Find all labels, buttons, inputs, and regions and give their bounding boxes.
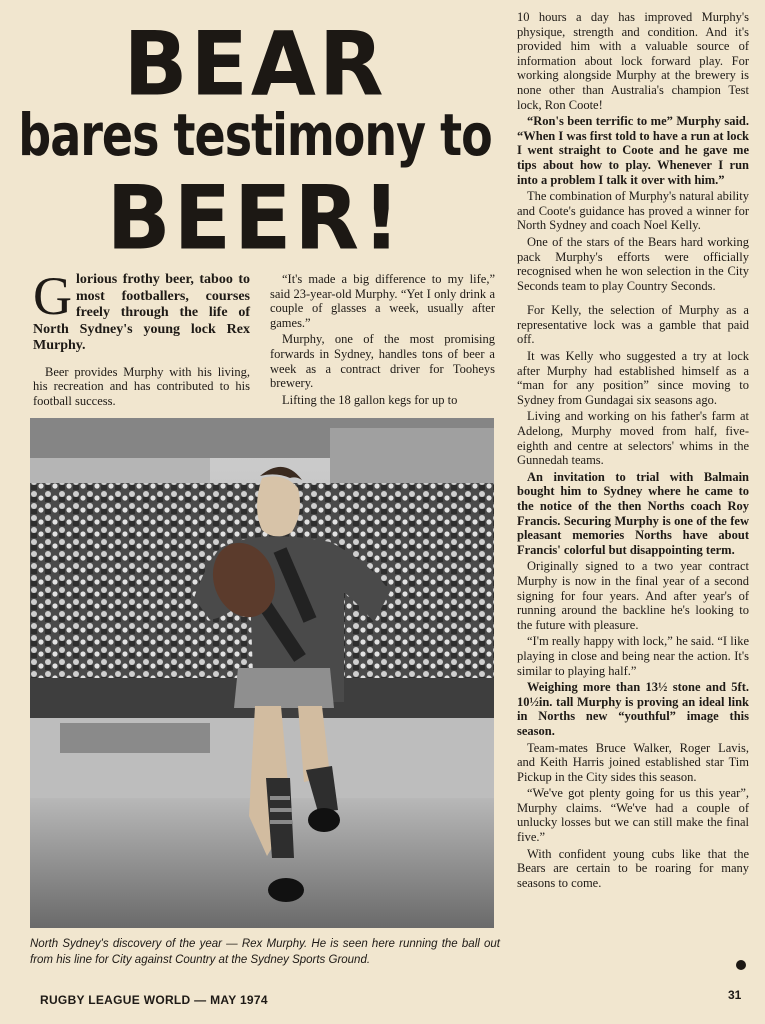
headline bbox=[0, 0, 510, 268]
body-paragraph: With confident young cubs like that the Bears are certain to be roaring for many seasons to come. bbox=[517, 846, 749, 890]
end-of-article-mark bbox=[736, 960, 746, 970]
body-paragraph: Team-mates Bruce Walker, Roger Lavis, and Keith Harris joined established star Tim Pickup in the City sides this season. bbox=[517, 740, 749, 784]
body-paragraph: Weighing more than 13½ stone and 5ft. 10½in. tall Murphy is proving an ideal link in Norths new “youthful” image this season. bbox=[517, 680, 749, 738]
body-paragraph: “It's made a big difference to my life,” said 23-year-old Murphy. “Yet I only drink a couple of glasses a week, usually after games.” bbox=[270, 272, 495, 330]
headline-line-3: BEER! bbox=[106, 166, 404, 270]
headline-line-2: bares testimony to bbox=[18, 101, 492, 169]
lead-paragraph bbox=[33, 266, 250, 355]
article-column-3 bbox=[517, 10, 749, 890]
body-paragraph: “I'm really happy with lock,” he said. “I like playing in close and being near the action. It's similar to playing half.” bbox=[517, 634, 749, 678]
body-paragraph: It was Kelly who suggested a try at lock after Murphy had established himself as a “man for any position” since moving to Sydney from Gundagai six seasons ago. bbox=[517, 349, 749, 407]
headline-line-1: BEAR bbox=[123, 12, 387, 116]
lead-text: lorious frothy beer, taboo to most footballers, courses freely through the life of North Sydney's young lock Rex Murphy. bbox=[33, 272, 250, 353]
body-paragraph: “Ron's been terrific to me” Murphy said. “When I was first told to have a run at lock I went straight to Coote and he gave me tips about how to play. Whenever I run into a problem I talk it over with him.” bbox=[517, 114, 749, 187]
body-paragraph: One of the stars of the Bears hard working pack Murphy's efforts were officially recognised when he won selection in the City Seconds team to play Country Seconds. bbox=[517, 234, 749, 293]
article-column-2 bbox=[270, 272, 495, 407]
body-paragraph: Living and working on his father's farm at Adelong, Murphy moved from half, five-eighth and centre at selectors' whims in the Gunnedah teams. bbox=[517, 409, 749, 468]
body-paragraph: An invitation to trial with Balmain bought him to Sydney where he came to the notice of the then Norths coach Roy Francis. Securing Murphy is one of the few pleasant memories Norths have about Francis' colorful but disappointing term. bbox=[517, 469, 749, 557]
publication-footer: RUGBY LEAGUE WORLD — MAY 1974 bbox=[40, 993, 268, 1007]
body-paragraph: Originally signed to a two year contract Murphy is now in the final year of a second signing for four years. And after year's of running around the backline he's looking to the future with pleasure. bbox=[517, 559, 749, 632]
body-paragraph: “We've got plenty going for us this year”, Murphy claims. “We've had a couple of unlucky losses but we can still make the final five.” bbox=[517, 786, 749, 845]
photo-caption: North Sydney's discovery of the year — Rex Murphy. He is seen here running the ball out from his line for City against Country at the Sydney Sports Ground. bbox=[30, 938, 500, 966]
body-paragraph: Murphy, one of the most promising forwards in Sydney, handles tons of beer a week as a contract driver for Tooheys brewery. bbox=[270, 332, 495, 391]
body-paragraph: Beer provides Murphy with his living, his recreation and has contributed to his football success. bbox=[33, 364, 250, 408]
player-photo bbox=[30, 418, 494, 928]
article-column-1 bbox=[33, 266, 250, 408]
body-paragraph: Lifting the 18 gallon kegs for up to bbox=[282, 392, 458, 407]
drop-cap: G bbox=[33, 266, 72, 326]
body-paragraph: The combination of Murphy's natural ability and Coote's guidance has proved a winner for North Sydney and coach Noel Kelly. bbox=[517, 189, 749, 233]
body-paragraph: For Kelly, the selection of Murphy as a representative lock was a gamble that paid off. bbox=[517, 303, 749, 347]
body-paragraph: 10 hours a day has improved Murphy's physique, strength and condition. And it's provided him with a valuable source of information about lock forward play. For working alongside Murphy at the brewery is none other than Australia's champion Test lock, Ron Coote! bbox=[517, 10, 749, 112]
page-number: 31 bbox=[728, 988, 742, 1002]
